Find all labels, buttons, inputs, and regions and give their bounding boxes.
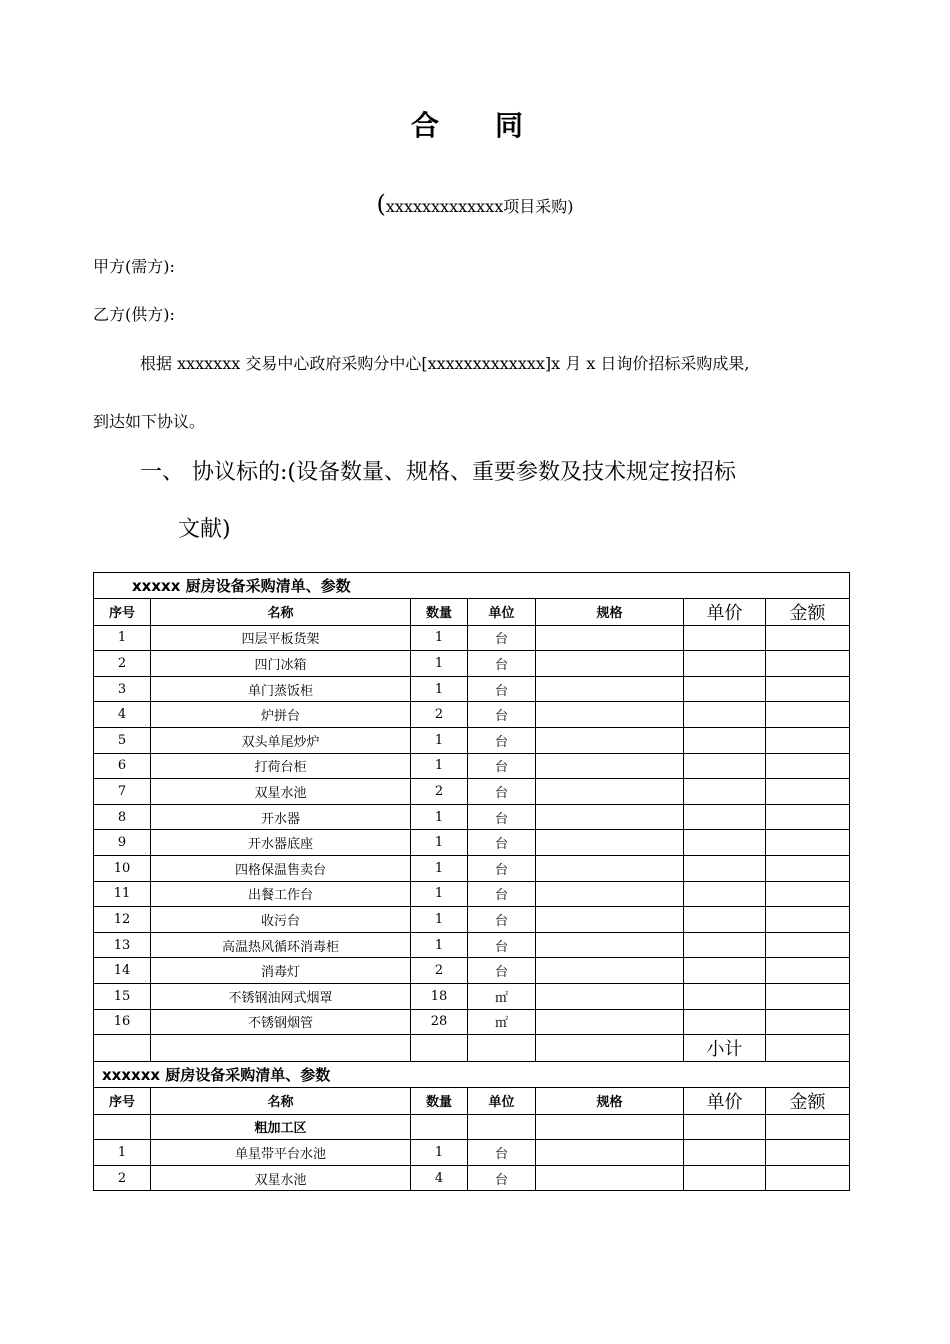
row-unit: 台 bbox=[468, 779, 536, 805]
row-unit: 台 bbox=[468, 753, 536, 779]
row-amount bbox=[766, 1009, 850, 1035]
row-index: 4 bbox=[94, 702, 151, 728]
row-unit-price bbox=[684, 779, 766, 805]
row-amount bbox=[766, 676, 850, 702]
row-unit: 台 bbox=[468, 830, 536, 856]
row-qty: 1 bbox=[411, 1140, 468, 1166]
empty-cell bbox=[94, 1114, 151, 1140]
section-number: 一、 bbox=[140, 460, 185, 485]
empty-cell bbox=[468, 1114, 536, 1140]
table-row bbox=[94, 1140, 850, 1166]
row-amount bbox=[766, 1140, 850, 1166]
row-unit: 台 bbox=[468, 907, 536, 933]
table-row bbox=[94, 651, 850, 677]
subtitle-open-paren: ( bbox=[376, 190, 386, 218]
row-qty: 1 bbox=[411, 932, 468, 958]
party-b-label: 乙方(供方): bbox=[93, 305, 175, 324]
row-qty: 1 bbox=[411, 753, 468, 779]
row-unit-price bbox=[684, 625, 766, 651]
row-unit-price bbox=[684, 907, 766, 933]
row-qty: 1 bbox=[411, 651, 468, 677]
row-unit-price bbox=[684, 1009, 766, 1035]
row-spec bbox=[536, 753, 684, 779]
row-unit: 台 bbox=[468, 702, 536, 728]
row-unit-price bbox=[684, 830, 766, 856]
table-row bbox=[94, 932, 850, 958]
row-name: 打荷台柜 bbox=[151, 753, 411, 779]
table2-caption: xxxxxx 厨房设备采购清单、参数 bbox=[94, 1062, 850, 1088]
row-index: 11 bbox=[94, 881, 151, 907]
row-unit: 台 bbox=[468, 932, 536, 958]
row-qty: 1 bbox=[411, 676, 468, 702]
row-unit: 台 bbox=[468, 1165, 536, 1191]
header-name: 名称 bbox=[151, 598, 411, 625]
row-qty: 2 bbox=[411, 702, 468, 728]
row-index: 1 bbox=[94, 1140, 151, 1166]
row-unit-price bbox=[684, 881, 766, 907]
row-qty: 18 bbox=[411, 983, 468, 1009]
row-index: 7 bbox=[94, 779, 151, 805]
row-spec bbox=[536, 1009, 684, 1035]
table-row bbox=[94, 1165, 850, 1191]
header-unit: 单位 bbox=[468, 1087, 536, 1114]
row-unit-price bbox=[684, 702, 766, 728]
row-spec bbox=[536, 727, 684, 753]
table-row bbox=[94, 855, 850, 881]
row-unit: 台 bbox=[468, 651, 536, 677]
row-unit-price bbox=[684, 1140, 766, 1166]
subtotal-amount bbox=[766, 1035, 850, 1062]
intro-paragraph-line2: 到达如下协议。 bbox=[93, 412, 206, 431]
row-unit-price bbox=[684, 855, 766, 881]
header-index: 序号 bbox=[94, 1087, 151, 1114]
table-row bbox=[94, 779, 850, 805]
row-amount bbox=[766, 753, 850, 779]
empty-cell bbox=[536, 1035, 684, 1062]
row-amount bbox=[766, 702, 850, 728]
row-amount bbox=[766, 804, 850, 830]
header-unit-price: 单价 bbox=[684, 1087, 766, 1114]
row-name: 双星水池 bbox=[151, 779, 411, 805]
table-row bbox=[94, 753, 850, 779]
row-index: 15 bbox=[94, 983, 151, 1009]
row-amount bbox=[766, 830, 850, 856]
subtotal-label: 小计 bbox=[684, 1035, 766, 1062]
row-unit: 台 bbox=[468, 958, 536, 984]
row-unit: ㎡ bbox=[468, 983, 536, 1009]
header-amount: 金额 bbox=[766, 1087, 850, 1114]
row-spec bbox=[536, 1165, 684, 1191]
table-header-row bbox=[94, 598, 850, 625]
empty-cell bbox=[536, 1114, 684, 1140]
row-unit-price bbox=[684, 1165, 766, 1191]
row-name: 双头单尾炒炉 bbox=[151, 727, 411, 753]
row-index: 9 bbox=[94, 830, 151, 856]
row-unit: 台 bbox=[468, 804, 536, 830]
row-name: 不锈钢烟管 bbox=[151, 1009, 411, 1035]
header-spec: 规格 bbox=[536, 1087, 684, 1114]
intro-paragraph-line1: 根据 xxxxxxx 交易中心政府采购分中心[xxxxxxxxxxxxx]x 月 x 日询价招标采购成果, bbox=[140, 354, 750, 373]
project-subtitle bbox=[0, 190, 950, 218]
empty-cell bbox=[151, 1035, 411, 1062]
row-spec bbox=[536, 804, 684, 830]
row-index: 1 bbox=[94, 625, 151, 651]
row-index: 16 bbox=[94, 1009, 151, 1035]
row-index: 10 bbox=[94, 855, 151, 881]
row-spec bbox=[536, 625, 684, 651]
row-qty: 1 bbox=[411, 907, 468, 933]
table-row bbox=[94, 625, 850, 651]
row-name: 开水器 bbox=[151, 804, 411, 830]
row-qty: 2 bbox=[411, 958, 468, 984]
row-qty: 1 bbox=[411, 855, 468, 881]
row-unit: 台 bbox=[468, 881, 536, 907]
row-qty: 2 bbox=[411, 779, 468, 805]
row-qty: 4 bbox=[411, 1165, 468, 1191]
row-qty: 1 bbox=[411, 881, 468, 907]
row-unit: 台 bbox=[468, 625, 536, 651]
row-spec bbox=[536, 907, 684, 933]
row-amount bbox=[766, 651, 850, 677]
row-name: 单星带平台水池 bbox=[151, 1140, 411, 1166]
row-qty: 1 bbox=[411, 830, 468, 856]
header-unit-price: 单价 bbox=[684, 598, 766, 625]
row-unit: 台 bbox=[468, 855, 536, 881]
table1-caption: xxxxx 厨房设备采购清单、参数 bbox=[94, 573, 850, 599]
row-index: 14 bbox=[94, 958, 151, 984]
empty-cell bbox=[411, 1114, 468, 1140]
row-index: 5 bbox=[94, 727, 151, 753]
section-heading-line1: 协议标的:(设备数量、规格、重要参数及技术规定按招标 bbox=[192, 460, 736, 485]
header-index: 序号 bbox=[94, 598, 151, 625]
row-name: 高温热风循环消毒柜 bbox=[151, 932, 411, 958]
row-spec bbox=[536, 932, 684, 958]
empty-cell bbox=[468, 1035, 536, 1062]
row-unit-price bbox=[684, 983, 766, 1009]
empty-cell bbox=[94, 1035, 151, 1062]
row-name: 收污台 bbox=[151, 907, 411, 933]
header-spec: 规格 bbox=[536, 598, 684, 625]
row-name: 不锈钢油网式烟罩 bbox=[151, 983, 411, 1009]
page-title: 合同 bbox=[410, 109, 579, 142]
row-index: 6 bbox=[94, 753, 151, 779]
table-row bbox=[94, 983, 850, 1009]
row-unit: 台 bbox=[468, 1140, 536, 1166]
row-name: 开水器底座 bbox=[151, 830, 411, 856]
header-unit: 单位 bbox=[468, 598, 536, 625]
row-unit-price bbox=[684, 676, 766, 702]
row-index: 13 bbox=[94, 932, 151, 958]
row-amount bbox=[766, 1165, 850, 1191]
row-index: 12 bbox=[94, 907, 151, 933]
header-amount: 金额 bbox=[766, 598, 850, 625]
row-spec bbox=[536, 830, 684, 856]
row-unit-price bbox=[684, 804, 766, 830]
equipment-table bbox=[93, 572, 850, 1191]
row-index: 2 bbox=[94, 651, 151, 677]
row-amount bbox=[766, 625, 850, 651]
row-amount bbox=[766, 779, 850, 805]
row-spec bbox=[536, 958, 684, 984]
table-header-row bbox=[94, 1087, 850, 1114]
row-spec bbox=[536, 881, 684, 907]
row-unit-price bbox=[684, 651, 766, 677]
row-unit-price bbox=[684, 753, 766, 779]
row-amount bbox=[766, 958, 850, 984]
row-name: 双星水池 bbox=[151, 1165, 411, 1191]
row-spec bbox=[536, 983, 684, 1009]
row-spec bbox=[536, 855, 684, 881]
row-unit-price bbox=[684, 727, 766, 753]
row-index: 8 bbox=[94, 804, 151, 830]
header-qty: 数量 bbox=[411, 1087, 468, 1114]
table-row bbox=[94, 676, 850, 702]
row-qty: 28 bbox=[411, 1009, 468, 1035]
row-spec bbox=[536, 779, 684, 805]
row-amount bbox=[766, 881, 850, 907]
table-row bbox=[94, 727, 850, 753]
row-amount bbox=[766, 932, 850, 958]
row-name: 四层平板货架 bbox=[151, 625, 411, 651]
row-amount bbox=[766, 983, 850, 1009]
row-amount bbox=[766, 907, 850, 933]
row-name: 四格保温售卖台 bbox=[151, 855, 411, 881]
row-name: 消毒灯 bbox=[151, 958, 411, 984]
table-row bbox=[94, 804, 850, 830]
row-index: 3 bbox=[94, 676, 151, 702]
empty-cell bbox=[766, 1114, 850, 1140]
row-spec bbox=[536, 651, 684, 677]
table-row bbox=[94, 830, 850, 856]
row-unit: ㎡ bbox=[468, 1009, 536, 1035]
row-name: 单门蒸饭柜 bbox=[151, 676, 411, 702]
row-unit-price bbox=[684, 932, 766, 958]
section-heading bbox=[140, 455, 736, 486]
zone-row bbox=[94, 1114, 850, 1140]
row-name: 四门冰箱 bbox=[151, 651, 411, 677]
row-unit: 台 bbox=[468, 727, 536, 753]
row-name: 出餐工作台 bbox=[151, 881, 411, 907]
table-row bbox=[94, 958, 850, 984]
header-qty: 数量 bbox=[411, 598, 468, 625]
table-row bbox=[94, 702, 850, 728]
row-qty: 1 bbox=[411, 727, 468, 753]
row-spec bbox=[536, 702, 684, 728]
table-row bbox=[94, 907, 850, 933]
row-spec bbox=[536, 1140, 684, 1166]
row-unit-price bbox=[684, 958, 766, 984]
subtitle-text: xxxxxxxxxxxxx项目采购) bbox=[385, 197, 574, 216]
section-heading-line2: 文献) bbox=[178, 517, 231, 542]
table1-caption-row bbox=[94, 573, 850, 599]
row-unit: 台 bbox=[468, 676, 536, 702]
table-row bbox=[94, 1009, 850, 1035]
zone-name: 粗加工区 bbox=[151, 1114, 411, 1140]
row-name: 炉拼台 bbox=[151, 702, 411, 728]
row-index: 2 bbox=[94, 1165, 151, 1191]
subtotal-row bbox=[94, 1035, 850, 1062]
table2-caption-row bbox=[94, 1062, 850, 1088]
row-amount bbox=[766, 855, 850, 881]
row-amount bbox=[766, 727, 850, 753]
row-spec bbox=[536, 676, 684, 702]
empty-cell bbox=[411, 1035, 468, 1062]
table-row bbox=[94, 881, 850, 907]
party-a-label: 甲方(需方): bbox=[93, 257, 175, 276]
header-name: 名称 bbox=[151, 1087, 411, 1114]
row-qty: 1 bbox=[411, 625, 468, 651]
empty-cell bbox=[684, 1114, 766, 1140]
row-qty: 1 bbox=[411, 804, 468, 830]
